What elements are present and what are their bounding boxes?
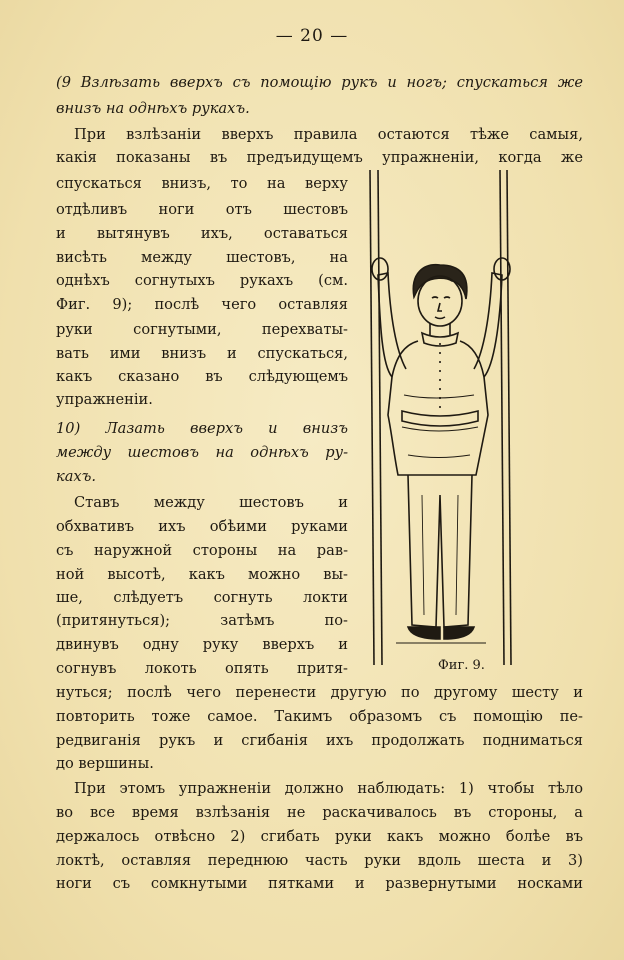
paragraph-line: какъ сказано въ слѣдующемъ: [56, 368, 348, 385]
figure-9-illustration: [352, 165, 532, 675]
gymnast-between-poles-drawing: [352, 165, 532, 675]
paragraph-line: повторить тоже самое. Такимъ образомъ съ помощію пе-: [56, 708, 583, 725]
paragraph-line: согнувъ локоть опять притя-: [56, 660, 348, 677]
paragraph-line: обхвативъ ихъ обѣими руками: [56, 518, 348, 535]
figure-caption: Фиг. 9.: [438, 658, 485, 673]
paragraph-line: спускаться внизъ, то на верху: [56, 175, 348, 192]
paragraph-line: локтѣ, оставляя переднюю часть руки вдоль шеста и 3): [56, 852, 583, 869]
paragraph-line: вать ими внизъ и спускаться,: [56, 345, 348, 362]
paragraph-line: висѣть между шестовъ, на: [56, 249, 348, 266]
paragraph-line: съ наружной стороны на рав-: [56, 542, 348, 559]
paragraph-line: до вершины.: [56, 755, 154, 772]
paragraph-line: какія показаны въ предъидущемъ упражненіи, когда же: [56, 149, 583, 166]
paragraph-line: держалось отвѣсно 2) сгибать руки какъ можно болѣе въ: [56, 828, 583, 845]
paragraph-line: упражненіи.: [56, 391, 153, 408]
paragraph-line: и вытянувъ ихъ, оставаться: [56, 225, 348, 242]
paragraph-line: ше, слѣдуетъ согнуть локти: [56, 589, 348, 606]
page-number: — 20 —: [275, 26, 349, 46]
paragraph-line: редвиганія рукъ и сгибанія ихъ продолжать подниматься: [56, 732, 583, 749]
paragraph-line: При взлѣзаніи вверхъ правила остаются тѣже самыя,: [74, 126, 583, 143]
exercise-9-heading-cont: внизъ на однѣхъ рукахъ.: [56, 100, 250, 117]
paragraph-line: нуться; послѣ чего перенести другую по другому шесту и: [56, 684, 583, 701]
paragraph-line: (притянуться); затѣмъ по-: [56, 612, 348, 629]
paragraph-line: ной высотѣ, какъ можно вы-: [56, 566, 348, 583]
paragraph-line: руки согнутыми, перехваты-: [56, 321, 348, 338]
paragraph-line: двинувъ одну руку вверхъ и: [56, 636, 348, 653]
paragraph-line: Фиг. 9); послѣ чего оставляя: [56, 296, 348, 313]
paragraph-line: ноги съ сомкнутыми пятками и развернутыми носками: [56, 875, 583, 892]
paragraph-line: При этомъ упражненіи должно наблюдать: 1) чтобы тѣло: [74, 780, 583, 797]
paragraph-line: отдѣливъ ноги отъ шестовъ: [56, 201, 348, 218]
exercise-9-heading: (9 Взлѣзать вверхъ съ помощію рукъ и ногъ; спускаться же: [56, 74, 583, 91]
exercise-10-heading-cont: между шестовъ на однѣхъ ру-: [56, 444, 348, 461]
paragraph-line: во все время взлѣзанія не раскачивалось въ стороны, а: [56, 804, 583, 821]
exercise-10-heading: 10) Лазать вверхъ и внизъ: [56, 420, 348, 437]
paragraph-line: однѣхъ согнутыхъ рукахъ (см.: [56, 272, 348, 289]
exercise-10-heading-cont: кахъ.: [56, 468, 97, 485]
paragraph-line: Ставъ между шестовъ и: [74, 494, 348, 511]
